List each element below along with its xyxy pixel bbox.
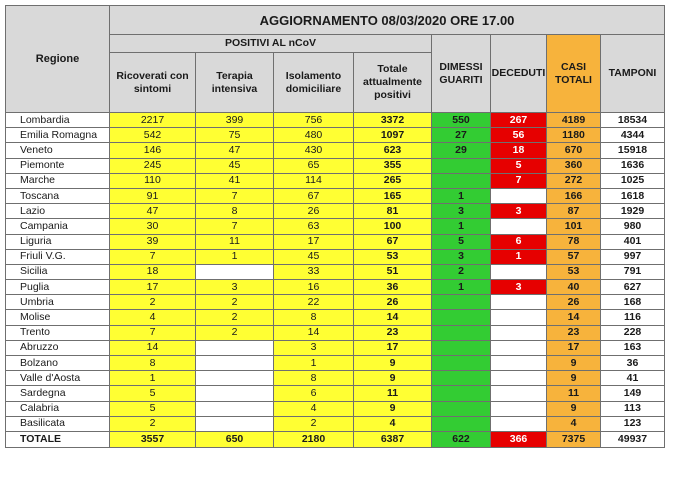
cell-totale: 14	[354, 310, 432, 325]
cell-regione: Molise	[6, 310, 110, 325]
cell-isolamento: 16	[274, 280, 354, 295]
cell-totale: 9	[354, 401, 432, 416]
cell-ricoverati: 7	[110, 325, 196, 340]
cell-terapia: 399	[196, 113, 274, 128]
cell-deceduti: 3	[491, 280, 547, 295]
header-isolamento: Isolamento domiciliare	[274, 53, 354, 113]
cell-tamponi: 116	[601, 310, 665, 325]
table-row	[6, 234, 665, 249]
cell-ricoverati: 542	[110, 128, 196, 143]
cell-ricoverati: 245	[110, 158, 196, 173]
cell-deceduti: 267	[491, 113, 547, 128]
cell-dimessi	[432, 386, 491, 401]
cell-regione: Bolzano	[6, 356, 110, 371]
cell-dimessi: 27	[432, 128, 491, 143]
cell-tamponi: 163	[601, 340, 665, 355]
cell-isolamento: 480	[274, 128, 354, 143]
cell-terapia: 41	[196, 173, 274, 188]
cell-terapia	[196, 356, 274, 371]
cell-tamponi: 980	[601, 219, 665, 234]
cell-terapia: 2	[196, 325, 274, 340]
cell-dimessi: 1	[432, 219, 491, 234]
cell-deceduti	[491, 386, 547, 401]
cell-regione: Toscana	[6, 188, 110, 203]
cell-ricoverati: 1	[110, 371, 196, 386]
cell-totale: 3372	[354, 113, 432, 128]
cell-isolamento: 114	[274, 173, 354, 188]
cell-regione: Abruzzo	[6, 340, 110, 355]
cell-totale: 9	[354, 356, 432, 371]
cell-deceduti	[491, 416, 547, 431]
cell-casi: 9	[547, 371, 601, 386]
cell-regione: Piemonte	[6, 158, 110, 173]
cell-casi: 40	[547, 280, 601, 295]
cell-terapia	[196, 386, 274, 401]
cell-casi: 166	[547, 188, 601, 203]
cell-regione: Veneto	[6, 143, 110, 158]
table-row	[6, 401, 665, 416]
cell-totale: 9	[354, 371, 432, 386]
cell-dimessi	[432, 295, 491, 310]
cell-isolamento: 17	[274, 234, 354, 249]
total-regione: TOTALE	[6, 431, 110, 447]
cell-casi: 23	[547, 325, 601, 340]
cell-terapia: 11	[196, 234, 274, 249]
covid-report	[5, 5, 665, 448]
table-row	[6, 143, 665, 158]
cell-dimessi	[432, 158, 491, 173]
cell-terapia: 75	[196, 128, 274, 143]
cell-isolamento: 6	[274, 386, 354, 401]
cell-isolamento: 14	[274, 325, 354, 340]
cell-deceduti: 3	[491, 204, 547, 219]
cell-regione: Campania	[6, 219, 110, 234]
table-row	[6, 416, 665, 431]
cell-totale: 36	[354, 280, 432, 295]
header-casi-totali: CASI TOTALI	[547, 35, 601, 113]
cell-deceduti: 5	[491, 158, 547, 173]
cell-dimessi: 550	[432, 113, 491, 128]
cell-isolamento: 67	[274, 188, 354, 203]
cell-deceduti: 1	[491, 249, 547, 264]
header-tamponi: TAMPONI	[601, 35, 665, 113]
total-terapia: 650	[196, 431, 274, 447]
cell-casi: 53	[547, 264, 601, 279]
cell-isolamento: 756	[274, 113, 354, 128]
cell-casi: 360	[547, 158, 601, 173]
cell-ricoverati: 91	[110, 188, 196, 203]
cell-ricoverati: 30	[110, 219, 196, 234]
regional-cases-table	[5, 5, 665, 448]
cell-tamponi: 997	[601, 249, 665, 264]
total-dimessi: 622	[432, 431, 491, 447]
cell-deceduti: 18	[491, 143, 547, 158]
cell-isolamento: 26	[274, 204, 354, 219]
cell-dimessi: 3	[432, 249, 491, 264]
cell-deceduti	[491, 356, 547, 371]
cell-dimessi: 3	[432, 204, 491, 219]
cell-deceduti	[491, 188, 547, 203]
cell-terapia: 7	[196, 219, 274, 234]
cell-terapia: 8	[196, 204, 274, 219]
cell-deceduti	[491, 371, 547, 386]
cell-totale: 265	[354, 173, 432, 188]
cell-ricoverati: 2	[110, 416, 196, 431]
cell-casi: 9	[547, 401, 601, 416]
cell-terapia	[196, 416, 274, 431]
cell-totale: 23	[354, 325, 432, 340]
cell-regione: Umbria	[6, 295, 110, 310]
table-row	[6, 340, 665, 355]
cell-terapia: 2	[196, 310, 274, 325]
cell-tamponi: 228	[601, 325, 665, 340]
table-row	[6, 325, 665, 340]
table-row	[6, 295, 665, 310]
cell-isolamento: 65	[274, 158, 354, 173]
cell-deceduti	[491, 340, 547, 355]
cell-totale: 26	[354, 295, 432, 310]
cell-terapia: 3	[196, 280, 274, 295]
cell-tamponi: 113	[601, 401, 665, 416]
cell-deceduti	[491, 310, 547, 325]
cell-terapia: 47	[196, 143, 274, 158]
table-row	[6, 204, 665, 219]
cell-casi: 1180	[547, 128, 601, 143]
cell-terapia: 2	[196, 295, 274, 310]
cell-regione: Trento	[6, 325, 110, 340]
cell-regione: Lazio	[6, 204, 110, 219]
cell-dimessi	[432, 356, 491, 371]
cell-tamponi: 1618	[601, 188, 665, 203]
cell-casi: 4	[547, 416, 601, 431]
header-terapia: Terapia intensiva	[196, 53, 274, 113]
cell-ricoverati: 5	[110, 401, 196, 416]
cell-dimessi	[432, 416, 491, 431]
cell-isolamento: 22	[274, 295, 354, 310]
totals-row	[6, 431, 665, 447]
cell-terapia: 7	[196, 188, 274, 203]
cell-ricoverati: 7	[110, 249, 196, 264]
total-tamponi: 49937	[601, 431, 665, 447]
cell-regione: Marche	[6, 173, 110, 188]
cell-terapia: 45	[196, 158, 274, 173]
cell-isolamento: 63	[274, 219, 354, 234]
table-row	[6, 386, 665, 401]
cell-totale: 67	[354, 234, 432, 249]
header-ricoverati: Ricoverati con sintomi	[110, 53, 196, 113]
cell-regione: Liguria	[6, 234, 110, 249]
cell-tamponi: 791	[601, 264, 665, 279]
cell-dimessi	[432, 310, 491, 325]
cell-ricoverati: 5	[110, 386, 196, 401]
cell-regione: Sicilia	[6, 264, 110, 279]
table-row	[6, 113, 665, 128]
cell-regione: Puglia	[6, 280, 110, 295]
cell-dimessi: 2	[432, 264, 491, 279]
cell-tamponi: 123	[601, 416, 665, 431]
cell-totale: 11	[354, 386, 432, 401]
cell-isolamento: 8	[274, 310, 354, 325]
cell-deceduti	[491, 264, 547, 279]
cell-casi: 4189	[547, 113, 601, 128]
report-title: AGGIORNAMENTO 08/03/2020 ORE 17.00	[110, 6, 665, 35]
cell-ricoverati: 8	[110, 356, 196, 371]
cell-casi: 17	[547, 340, 601, 355]
table-row	[6, 280, 665, 295]
cell-deceduti	[491, 295, 547, 310]
cell-totale: 100	[354, 219, 432, 234]
cell-tamponi: 627	[601, 280, 665, 295]
cell-totale: 17	[354, 340, 432, 355]
cell-isolamento: 1	[274, 356, 354, 371]
cell-tamponi: 401	[601, 234, 665, 249]
cell-terapia	[196, 401, 274, 416]
cell-casi: 9	[547, 356, 601, 371]
cell-tamponi: 15918	[601, 143, 665, 158]
cell-tamponi: 1025	[601, 173, 665, 188]
table-row	[6, 158, 665, 173]
header-regione: Regione	[6, 6, 110, 113]
cell-ricoverati: 47	[110, 204, 196, 219]
cell-deceduti	[491, 219, 547, 234]
table-row	[6, 310, 665, 325]
cell-tamponi: 168	[601, 295, 665, 310]
cell-casi: 57	[547, 249, 601, 264]
total-totale: 6387	[354, 431, 432, 447]
cell-isolamento: 45	[274, 249, 354, 264]
cell-isolamento: 8	[274, 371, 354, 386]
table-row	[6, 188, 665, 203]
cell-casi: 11	[547, 386, 601, 401]
cell-tamponi: 1636	[601, 158, 665, 173]
cell-ricoverati: 146	[110, 143, 196, 158]
cell-deceduti: 6	[491, 234, 547, 249]
table-row	[6, 371, 665, 386]
cell-regione: Friuli V.G.	[6, 249, 110, 264]
cell-dimessi	[432, 401, 491, 416]
cell-dimessi: 1	[432, 280, 491, 295]
cell-totale: 81	[354, 204, 432, 219]
cell-casi: 272	[547, 173, 601, 188]
cell-casi: 101	[547, 219, 601, 234]
cell-totale: 4	[354, 416, 432, 431]
header-deceduti: DECEDUTI	[491, 35, 547, 113]
cell-dimessi	[432, 340, 491, 355]
cell-totale: 53	[354, 249, 432, 264]
table-row	[6, 128, 665, 143]
cell-totale: 623	[354, 143, 432, 158]
cell-ricoverati: 110	[110, 173, 196, 188]
cell-regione: Valle d'Aosta	[6, 371, 110, 386]
total-isolamento: 2180	[274, 431, 354, 447]
cell-tamponi: 36	[601, 356, 665, 371]
cell-totale: 1097	[354, 128, 432, 143]
cell-isolamento: 4	[274, 401, 354, 416]
cell-isolamento: 2	[274, 416, 354, 431]
cell-dimessi: 29	[432, 143, 491, 158]
cell-tamponi: 1929	[601, 204, 665, 219]
cell-dimessi	[432, 325, 491, 340]
cell-terapia	[196, 340, 274, 355]
cell-deceduti	[491, 401, 547, 416]
cell-terapia: 1	[196, 249, 274, 264]
cell-casi: 14	[547, 310, 601, 325]
cell-casi: 26	[547, 295, 601, 310]
cell-ricoverati: 2217	[110, 113, 196, 128]
cell-regione: Sardegna	[6, 386, 110, 401]
cell-terapia	[196, 371, 274, 386]
cell-totale: 355	[354, 158, 432, 173]
table-row	[6, 356, 665, 371]
total-deceduti: 366	[491, 431, 547, 447]
cell-regione: Lombardia	[6, 113, 110, 128]
total-casi: 7375	[547, 431, 601, 447]
cell-regione: Emilia Romagna	[6, 128, 110, 143]
cell-isolamento: 3	[274, 340, 354, 355]
header-positivi-group: POSITIVI AL nCoV	[110, 35, 432, 53]
table-row	[6, 249, 665, 264]
header-totale-positivi: Totale attualmente positivi	[354, 53, 432, 113]
cell-tamponi: 18534	[601, 113, 665, 128]
table-row	[6, 173, 665, 188]
cell-deceduti: 7	[491, 173, 547, 188]
cell-tamponi: 41	[601, 371, 665, 386]
cell-dimessi: 1	[432, 188, 491, 203]
cell-casi: 78	[547, 234, 601, 249]
cell-dimessi: 5	[432, 234, 491, 249]
cell-tamponi: 4344	[601, 128, 665, 143]
cell-terapia	[196, 264, 274, 279]
cell-ricoverati: 17	[110, 280, 196, 295]
cell-ricoverati: 18	[110, 264, 196, 279]
cell-ricoverati: 39	[110, 234, 196, 249]
cell-isolamento: 33	[274, 264, 354, 279]
cell-ricoverati: 4	[110, 310, 196, 325]
total-ricoverati: 3557	[110, 431, 196, 447]
cell-isolamento: 430	[274, 143, 354, 158]
header-dimessi: DIMESSI GUARITI	[432, 35, 491, 113]
cell-dimessi	[432, 173, 491, 188]
cell-dimessi	[432, 371, 491, 386]
table-row	[6, 264, 665, 279]
cell-casi: 87	[547, 204, 601, 219]
cell-regione: Calabria	[6, 401, 110, 416]
cell-totale: 165	[354, 188, 432, 203]
cell-ricoverati: 14	[110, 340, 196, 355]
cell-deceduti	[491, 325, 547, 340]
cell-regione: Basilicata	[6, 416, 110, 431]
table-row	[6, 219, 665, 234]
cell-totale: 51	[354, 264, 432, 279]
cell-deceduti: 56	[491, 128, 547, 143]
cell-tamponi: 149	[601, 386, 665, 401]
cell-casi: 670	[547, 143, 601, 158]
cell-ricoverati: 2	[110, 295, 196, 310]
